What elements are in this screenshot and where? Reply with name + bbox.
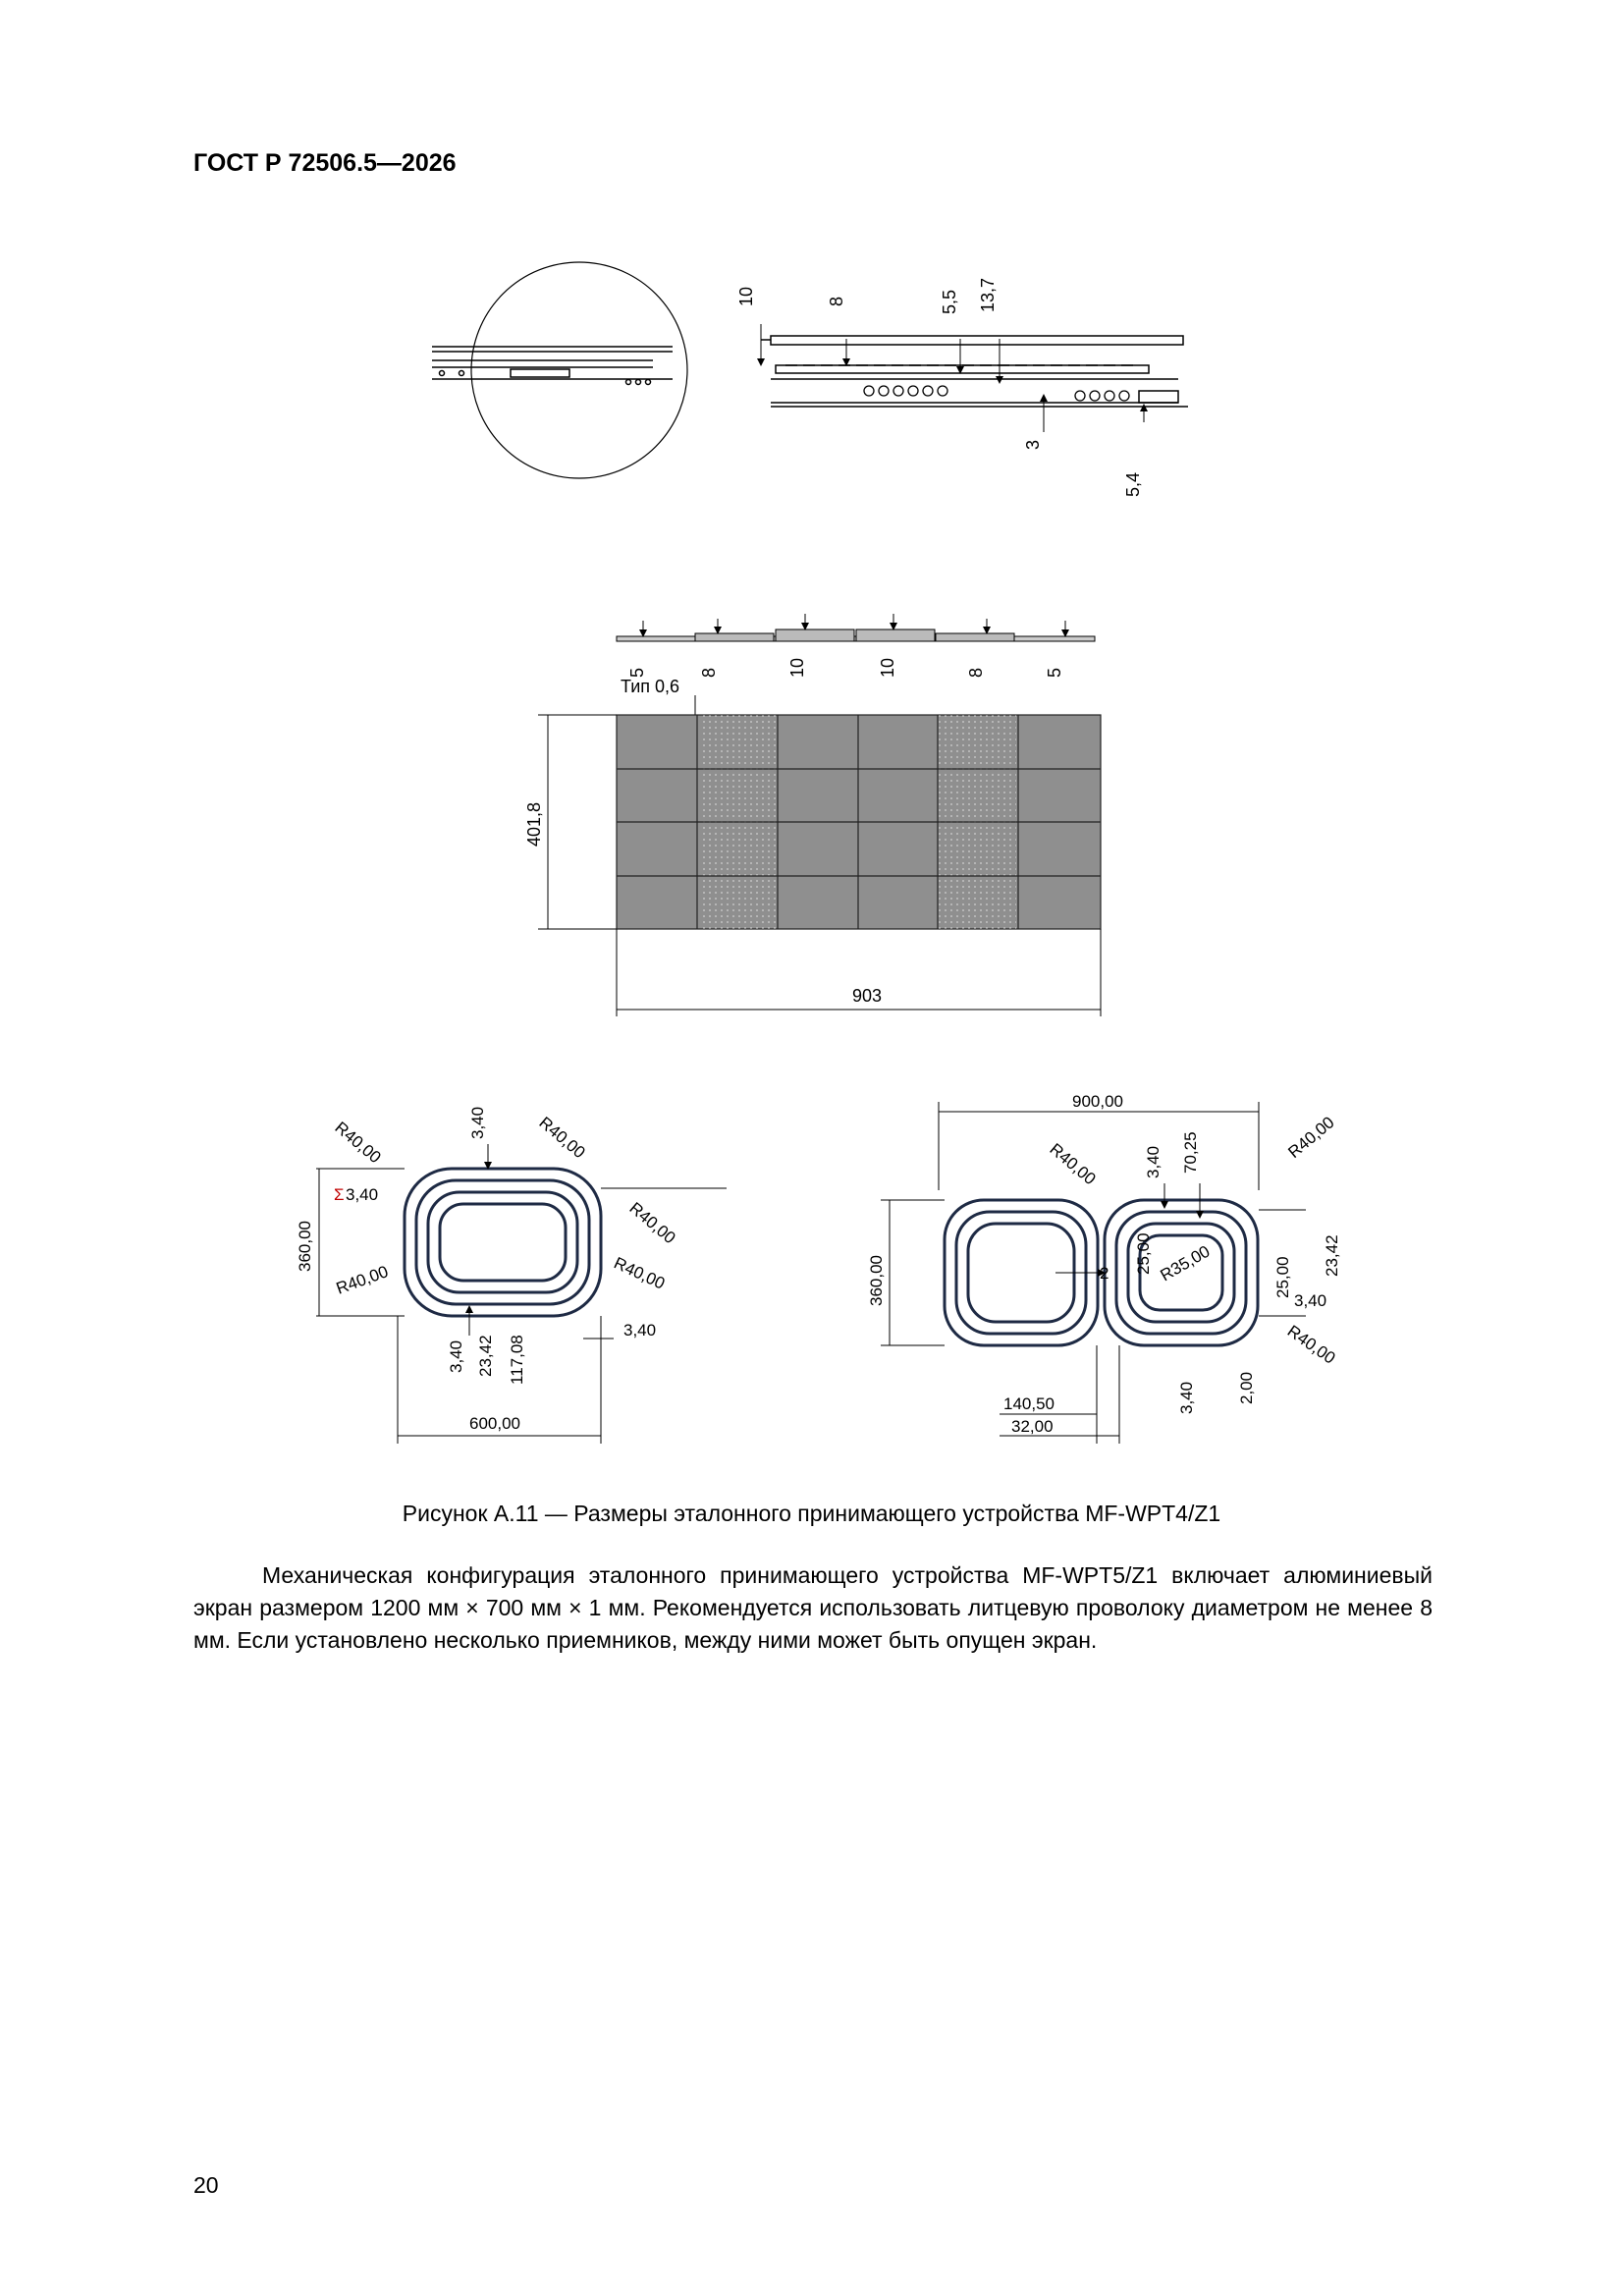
dc-140-50: 140,50 <box>1003 1394 1055 1413</box>
sc-117-08: 117,08 <box>508 1335 526 1385</box>
side-dimension-lines <box>761 324 1144 432</box>
section-main <box>761 336 1188 407</box>
shield-tile-grid <box>617 715 1101 929</box>
page-number: 20 <box>193 2172 219 2198</box>
dc-25-left: 25,00 <box>1134 1232 1153 1275</box>
dim-10-side: 10 <box>736 286 756 306</box>
shield-view <box>524 614 1101 1016</box>
single-coil-windings <box>405 1169 601 1316</box>
dc-25-right: 25,00 <box>1273 1256 1292 1298</box>
dc-360: 360,00 <box>867 1255 886 1306</box>
double-coil-view <box>867 1092 1341 1444</box>
dim-10-left: 10 <box>787 657 807 678</box>
dim-5-right: 5 <box>1045 667 1064 678</box>
dc-r35: R35,00 <box>1157 1241 1214 1285</box>
dim-13-7-side: 13,7 <box>978 277 998 312</box>
body-paragraph: Механическая конфигурация эталонного принимающего устройства MF-WPT5/Z1 включает алюминиевый экран размером 1200 мм × 700 мм × 1 мм. Рекомендуется использовать литцевую проволоку диаметром не менее 8 мм. Если установлено несколько приемников, между ними может быть опущен экран. <box>193 1562 1433 1653</box>
gap-label: Тип 0,6 <box>621 677 680 696</box>
side-view <box>432 262 1188 497</box>
sc-3-40-top: 3,40 <box>468 1106 487 1139</box>
dc-3-40-top: 3,40 <box>1144 1145 1163 1178</box>
sc-360: 360,00 <box>296 1221 314 1272</box>
dim-8-right: 8 <box>966 667 986 678</box>
dim-8-side: 8 <box>827 296 846 306</box>
detail-circle <box>471 262 687 478</box>
sc-r40-right-upper: R40,00 <box>625 1198 679 1248</box>
dc-r40-bottom-right: R40,00 <box>1283 1321 1339 1368</box>
detail-section <box>432 347 673 385</box>
document-id: ГОСТ Р 72506.5—2026 <box>193 149 457 177</box>
dc-r40-left: R40,00 <box>1046 1139 1100 1189</box>
sc-r40-top-right: R40,00 <box>535 1113 589 1163</box>
sc-3-40-bottom: 3,40 <box>447 1339 465 1373</box>
dc-2: 2 <box>1100 1264 1109 1283</box>
dc-2-00: 2,00 <box>1237 1371 1256 1404</box>
sc-r40-right-lower: R40,00 <box>611 1253 669 1293</box>
sc-600: 600,00 <box>469 1414 520 1433</box>
shield-profile <box>617 629 1095 641</box>
dc-23-42: 23,42 <box>1323 1234 1341 1277</box>
dim-3-side: 3 <box>1023 439 1043 450</box>
sc-r40-top-left: R40,00 <box>331 1118 385 1168</box>
sc-3-40-right: 3,40 <box>623 1321 657 1339</box>
dc-r40-top-right: R40,00 <box>1284 1113 1338 1163</box>
dim-5-4-side: 5,4 <box>1123 471 1143 497</box>
single-coil-view <box>296 1107 727 1444</box>
dim-5-left: 5 <box>627 667 647 678</box>
section-coils <box>864 386 1129 401</box>
sc-3-40-left: 3,40 <box>346 1185 379 1204</box>
dim-5-5-side: 5,5 <box>940 289 959 314</box>
dim-8-left: 8 <box>699 667 719 678</box>
sc-23-42: 23,42 <box>476 1335 495 1377</box>
sc-sigma: Σ <box>334 1185 345 1204</box>
sc-r40-bottom-left: R40,00 <box>333 1262 391 1298</box>
shield-height: 401,8 <box>524 801 544 847</box>
figure-caption: Рисунок А.11 — Размеры эталонного принимающего устройства MF-WPT4/Z1 <box>402 1501 1221 1526</box>
dc-3-40-bottom: 3,40 <box>1177 1381 1196 1414</box>
dc-900: 900,00 <box>1072 1092 1123 1111</box>
dim-10-right: 10 <box>878 657 897 678</box>
dc-70-25: 70,25 <box>1181 1131 1200 1174</box>
dc-32: 32,00 <box>1011 1417 1054 1436</box>
dc-3-40-right: 3,40 <box>1294 1291 1327 1310</box>
shield-width: 903 <box>852 986 883 1006</box>
